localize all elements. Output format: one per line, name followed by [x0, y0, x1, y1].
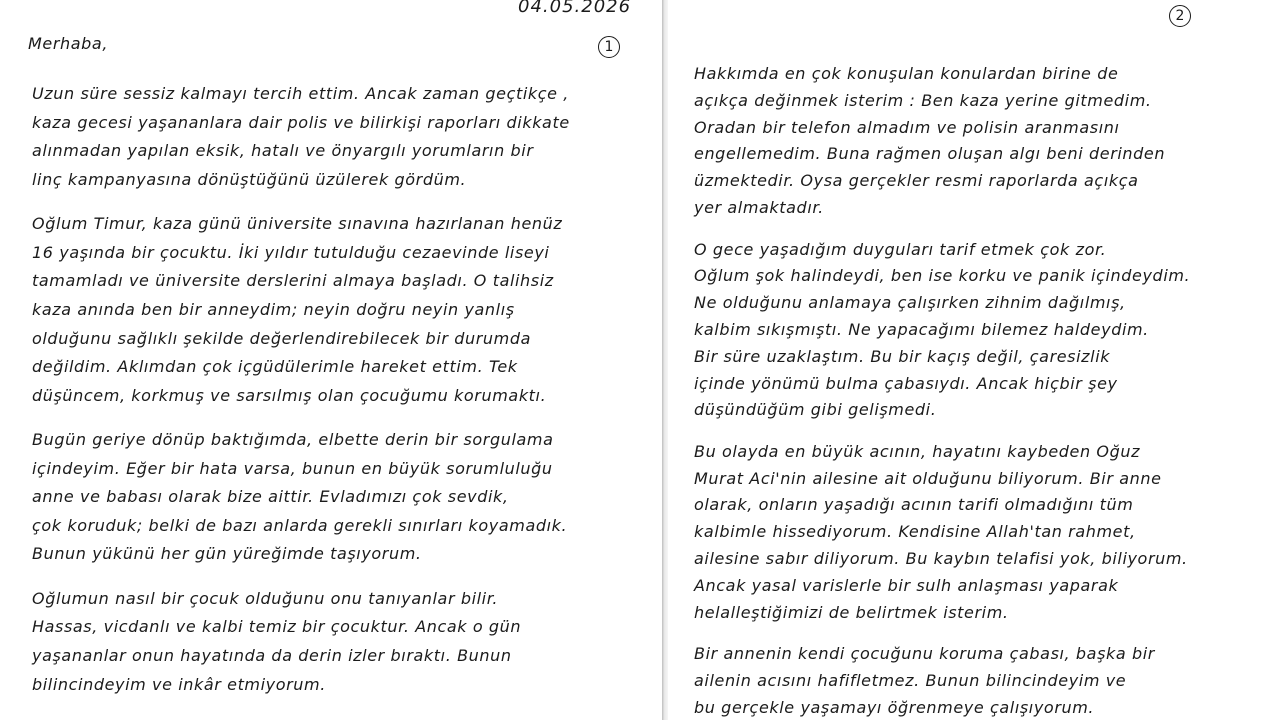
handwritten-line: Oğlum Timur, kaza günü üniversite sınavına hazırlanan henüz [32, 214, 563, 234]
handwritten-line: Hassas, vicdanlı ve kalbi temiz bir çocuktur. Ancak o gün [32, 617, 522, 637]
handwritten-line: kalbimle hissediyorum. Kendisine Allah'tan rahmet, [694, 522, 1136, 542]
handwritten-line: olduğunu sağlıklı şekilde değerlendirebilecek bir durumda [32, 328, 531, 348]
handwritten-line: ailenin acısını hafifletmez. Bunun bilincindeyim ve [694, 671, 1127, 691]
handwritten-line: O gece yaşadığım duyguları tarif etmek çok zor. [694, 239, 1107, 259]
handwritten-line: kaza gecesi yaşananlara dair polis ve bilirkişi raporları dikkate [32, 112, 570, 132]
handwritten-line: içindeyim. Eğer bir hata varsa, bunun en büyük sorumluluğu [32, 458, 553, 478]
handwritten-line: üzmektedir. Oysa gerçekler resmi raporlarda açıkça [694, 171, 1139, 191]
handwritten-line: tamamladı ve üniversite derslerini almaya başladı. O talihsiz [32, 271, 554, 291]
handwritten-line: çok koruduk; belki de bazı anlarda gerekli sınırları koyamadık. [32, 515, 568, 535]
handwritten-line: Oradan bir telefon almadım ve polisin aranmasını [694, 117, 1120, 137]
handwritten-line: engellemedim. Buna rağmen oluşan algı beni derinden [694, 144, 1166, 164]
handwritten-line: ailesine sabır diliyorum. Bu kaybın telafisi yok, biliyorum. [694, 549, 1188, 569]
handwritten-line: Bunun yükünü her gün yüreğimde taşıyorum. [32, 544, 422, 564]
handwritten-line: Ne olduğunu anlamaya çalışırken zihnim dağılmış, [694, 293, 1126, 313]
handwritten-line: değildim. Aklımdan çok içgüdülerimle hareket ettim. Tek [32, 357, 518, 377]
letter-page-2 [668, 0, 1280, 720]
page-number-1: 1 [598, 36, 620, 58]
handwritten-line: yer almaktadır. [694, 198, 824, 217]
handwritten-line: Uzun süre sessiz kalmayı tercih ettim. Ancak zaman geçtikçe , [32, 84, 569, 103]
greeting: Merhaba, [28, 34, 109, 53]
handwritten-line: kaza anında ben bir anneydim; neyin doğru neyin yanlış [32, 299, 515, 319]
handwritten-line: Bir annenin kendi çocuğunu koruma çabası, başka bir [694, 644, 1155, 664]
handwritten-line: Oğlumun nasıl bir çocuk olduğunu onu tanıyanlar bilir. [32, 588, 499, 608]
handwritten-line: açıkça değinmek isterim : Ben kaza yerine gitmedim. [694, 90, 1152, 110]
handwritten-line: olarak, onların yaşadığı acının tarifi olmadığını tüm [694, 495, 1134, 515]
handwritten-line: Bir süre uzaklaştım. Bu bir kaçış değil, çaresizlik [694, 346, 1111, 366]
handwritten-line: anne ve babası olarak bize aittir. Evladımızı çok sevdik, [32, 487, 509, 507]
handwritten-line: Ancak yasal varislerle bir sulh anlaşması yaparak [694, 575, 1119, 595]
handwritten-line: bilincindeyim ve inkâr etmiyorum. [32, 674, 326, 694]
handwritten-line: alınmadan yapılan eksik, hatalı ve önyargılı yorumların bir [32, 141, 534, 161]
handwritten-line: bu gerçekle yaşamayı öğrenmeye çalışıyorum. [694, 697, 1095, 717]
page-number-2: 2 [1169, 5, 1191, 27]
handwritten-line: Hakkımda en çok konuşulan konulardan birine de [694, 64, 1119, 83]
handwritten-line: Bu olayda en büyük acının, hayatını kaybeden Oğuz [694, 441, 1141, 461]
handwritten-line: helalleştiğimizi de belirtmek isterim. [694, 602, 1009, 622]
letter-date: 04.05.2026 [518, 0, 632, 17]
handwritten-line: linç kampanyasına dönüştüğünü üzülerek gördüm. [32, 169, 467, 189]
handwritten-line: Bugün geriye dönüp baktığımda, elbette derin bir sorgulama [32, 430, 554, 450]
handwritten-line: düşündüğüm gibi gelişmedi. [694, 400, 937, 420]
handwritten-line: 16 yaşında bir çocuktu. İki yıldır tutulduğu cezaevinde liseyi [32, 242, 550, 262]
handwritten-line: Oğlum şok halindeydi, ben ise korku ve panik içindeydim. [694, 266, 1191, 286]
handwritten-line: kalbim sıkışmıştı. Ne yapacağımı bilemez haldeydim. [694, 319, 1149, 339]
handwritten-line: yaşananlar onun hayatında da derin izler bıraktı. Bunun [32, 645, 512, 665]
handwritten-line: Murat Aci'nin ailesine ait olduğunu biliyorum. Bir anne [694, 468, 1162, 488]
handwritten-line: düşüncem, korkmuş ve sarsılmış olan çocuğumu korumaktı. [32, 385, 547, 405]
handwritten-line: içinde yönümü bulma çabasıydı. Ancak hiçbir şey [694, 373, 1118, 393]
